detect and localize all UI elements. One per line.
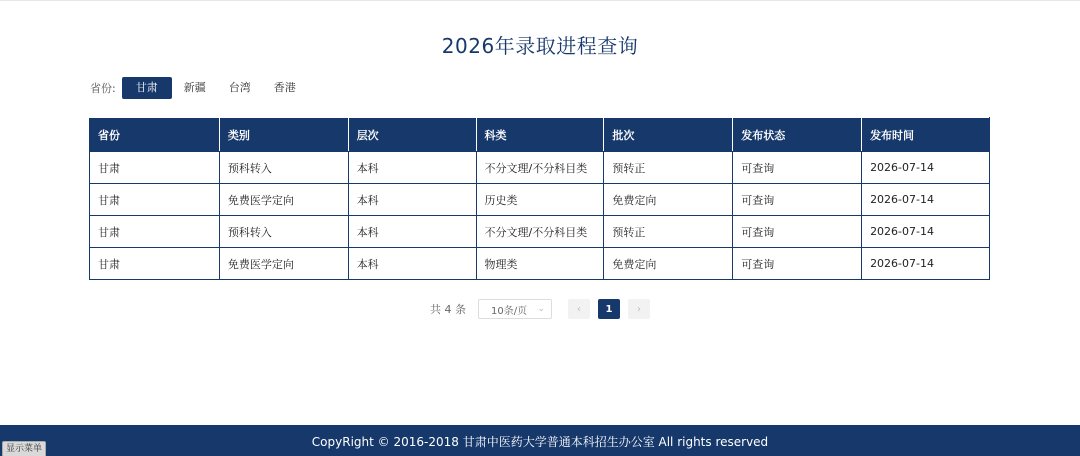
table-row bbox=[90, 152, 990, 184]
page-size-value: 10条/页 bbox=[491, 305, 528, 317]
admission-progress-table bbox=[89, 117, 990, 280]
table-cell: 预转正 bbox=[604, 152, 733, 184]
footer-copyright: CopyRight © 2016-2018 甘肃中医药大学普通本科招生办公室 All rights reserved bbox=[311, 435, 769, 449]
table-row bbox=[90, 216, 990, 248]
chevron-down-icon: ⌄ bbox=[537, 304, 545, 314]
table-cell: 2026-07-14 bbox=[862, 216, 990, 248]
footer bbox=[0, 425, 1080, 456]
table-cell: 免费定向 bbox=[604, 248, 733, 280]
table-cell: 2026-07-14 bbox=[862, 152, 990, 184]
page-title: 2026年录取进程查询 bbox=[441, 34, 639, 58]
show-menu-button[interactable]: 显示菜单 bbox=[2, 441, 46, 456]
table-cell: 物理类 bbox=[476, 248, 604, 280]
province-option-gansu[interactable]: 甘肃 bbox=[122, 77, 172, 99]
chevron-right-icon: › bbox=[637, 303, 641, 315]
table-cell: 免费医学定向 bbox=[219, 248, 348, 280]
pagination bbox=[430, 298, 650, 320]
table-cell: 不分文理/不分科目类 bbox=[476, 216, 604, 248]
table-row bbox=[90, 248, 990, 280]
table-cell: 免费定向 bbox=[604, 184, 733, 216]
province-option-hongkong[interactable]: 香港 bbox=[273, 81, 296, 94]
pagination-total: 共 4 条 bbox=[430, 303, 466, 316]
table-cell: 不分文理/不分科目类 bbox=[476, 152, 604, 184]
table-cell: 甘肃 bbox=[90, 216, 220, 248]
table-cell: 可查询 bbox=[733, 248, 862, 280]
province-filter bbox=[90, 77, 308, 99]
table-cell: 本科 bbox=[348, 152, 476, 184]
page-number-current[interactable]: 1 bbox=[598, 299, 620, 319]
province-option-taiwan[interactable]: 台湾 bbox=[228, 81, 251, 94]
table-cell: 甘肃 bbox=[90, 184, 220, 216]
table-header-row bbox=[90, 118, 990, 152]
table-cell: 甘肃 bbox=[90, 152, 220, 184]
column-header-category: 类别 bbox=[219, 118, 348, 152]
table-cell: 2026-07-14 bbox=[862, 248, 990, 280]
table-cell: 可查询 bbox=[733, 152, 862, 184]
column-header-publish-time: 发布时间 bbox=[862, 118, 990, 152]
table-cell: 历史类 bbox=[476, 184, 604, 216]
table-cell: 可查询 bbox=[733, 216, 862, 248]
table-row bbox=[90, 184, 990, 216]
column-header-publish-status: 发布状态 bbox=[733, 118, 862, 152]
prev-page-button[interactable] bbox=[568, 299, 590, 319]
chevron-left-icon: ‹ bbox=[577, 303, 581, 315]
table-cell: 甘肃 bbox=[90, 248, 220, 280]
province-filter-label: 省份: bbox=[90, 82, 116, 95]
next-page-button[interactable] bbox=[628, 299, 650, 319]
column-header-subject-type: 科类 bbox=[476, 118, 604, 152]
table-cell: 本科 bbox=[348, 248, 476, 280]
page-size-select[interactable] bbox=[478, 299, 552, 319]
table-cell: 预科转入 bbox=[219, 152, 348, 184]
province-option-xinjiang[interactable]: 新疆 bbox=[183, 81, 206, 94]
table-cell: 本科 bbox=[348, 216, 476, 248]
table-cell: 免费医学定向 bbox=[219, 184, 348, 216]
table-cell: 本科 bbox=[348, 184, 476, 216]
column-header-level: 层次 bbox=[348, 118, 476, 152]
table-cell: 预科转入 bbox=[219, 216, 348, 248]
column-header-province: 省份 bbox=[90, 118, 220, 152]
table-cell: 预转正 bbox=[604, 216, 733, 248]
table-cell: 可查询 bbox=[733, 184, 862, 216]
table-cell: 2026-07-14 bbox=[862, 184, 990, 216]
column-header-batch: 批次 bbox=[604, 118, 733, 152]
